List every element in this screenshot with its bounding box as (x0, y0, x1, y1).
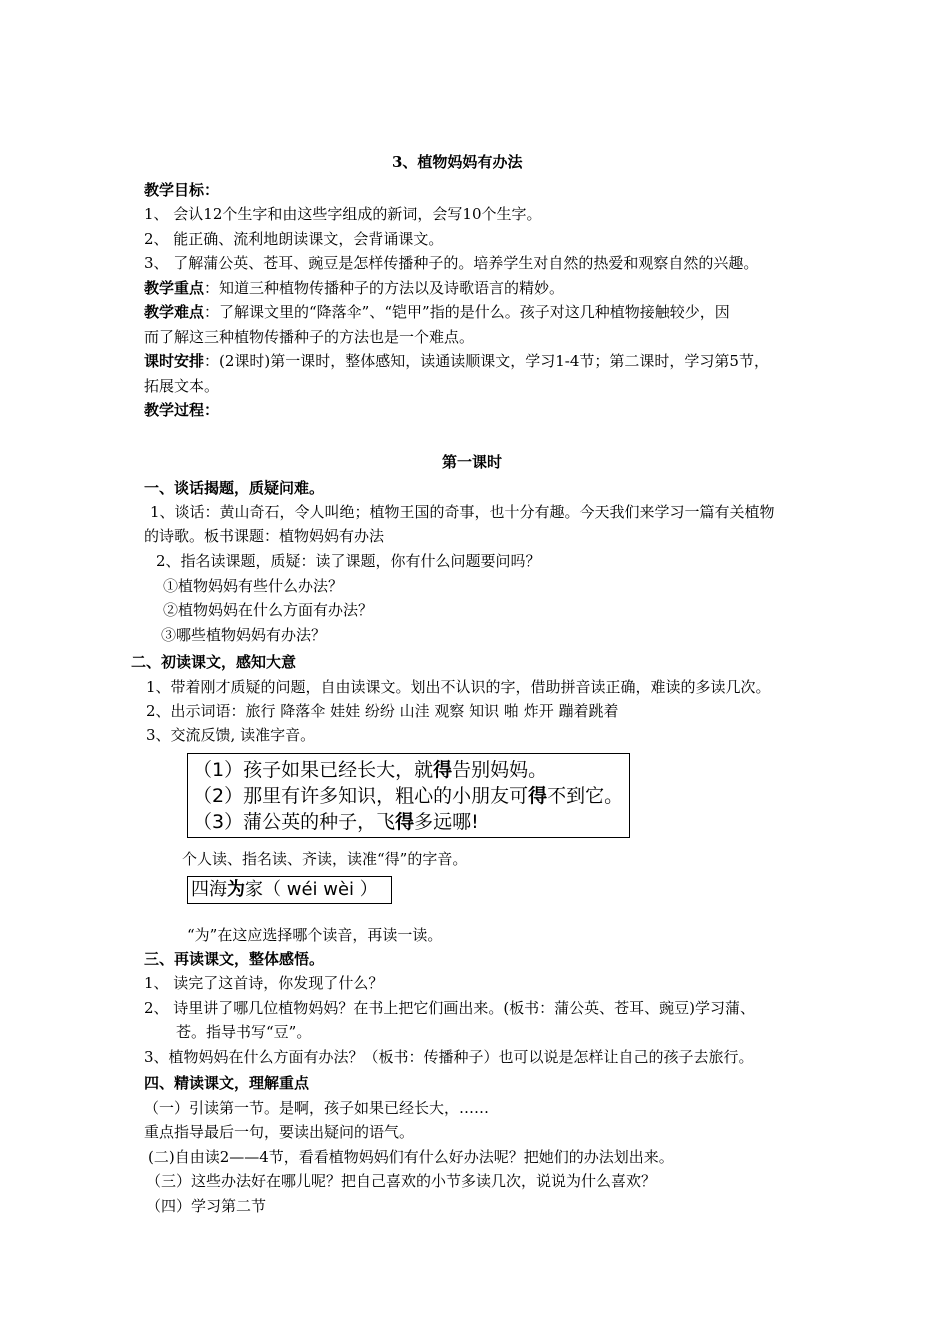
goal-1: 1、 会认12个生字和由这些字组成的新词，会写10个生字。 (144, 205, 542, 223)
question-1: ①植物妈妈有些什么办法？ (163, 577, 344, 595)
section-4-line-2: 重点指导最后一句，要读出疑问的语气。 (144, 1123, 415, 1141)
section-4-line-5: （四）学习第二节 (146, 1197, 267, 1215)
section-1-heading: 一、谈话揭题，质疑问难。 (144, 479, 325, 497)
schedule-line-2: 拓展文本。 (144, 377, 220, 395)
section-2-heading: 二、初读课文，感知大意 (131, 653, 297, 671)
goal-3: 3、 了解蒲公英、苍耳、豌豆是怎样传播种子的。培养学生对自然的热爱和观察自然的兴趣。 (144, 254, 759, 272)
section-3-line-3: 苍。指导书写“豆”。 (176, 1023, 312, 1041)
schedule-label: 课时安排 (144, 352, 205, 370)
difficulty-line (144, 302, 730, 322)
section-4-line-1: （一）引读第一节。是啊，孩子如果已经长大，…… (144, 1099, 490, 1117)
section-1-line-3: 2、指名读课题，质疑：读了课题，你有什么问题要问吗？ (156, 552, 541, 570)
section-3-line-4: 3、植物妈妈在什么方面有办法？（板书：传播种子）也可以说是怎样让自己的孩子去旅行。 (144, 1048, 754, 1066)
polyphone-box-wei (187, 876, 392, 904)
section-4-heading: 四、精读课文，理解重点 (144, 1074, 310, 1092)
focus-text: ：知道三种植物传播种子的方法以及诗歌语言的精妙。 (204, 279, 565, 297)
question-3: ③哪些植物妈妈有办法？ (161, 626, 327, 644)
goal-2: 2、 能正确、流利地朗读课文，会背诵课文。 (144, 230, 444, 248)
difficulty-text: ：了解课文里的“降落伞”、“铠甲”指的是什么。孩子对这几种植物接触较少，因 (204, 303, 730, 321)
polyphone-box-de (187, 753, 630, 838)
question-2: ②植物妈妈在什么方面有办法？ (163, 601, 374, 619)
lesson-1-title: 第一课时 (442, 453, 503, 471)
box-sentence-2: （2）那里有许多知识，粗心的小朋友可得不到它。 (193, 785, 624, 807)
box-sentence-1: （1）孩子如果已经长大，就得告别妈妈。 (193, 759, 548, 781)
goals-heading: 教学目标： (144, 181, 220, 199)
focus-line (144, 278, 564, 298)
difficulty-line-2: 而了解这三种植物传播种子的方法也是一个难点。 (144, 328, 475, 346)
section-3-line-2: 2、 诗里讲了哪几位植物妈妈？在书上把它们画出来。(板书：蒲公英、苍耳、豌豆)学习蒲、 (144, 999, 756, 1017)
section-3-heading: 三、再读课文，整体感悟。 (144, 950, 325, 968)
box-wei-text: 四海为家（ wéi wèi ） (191, 879, 378, 900)
after-box-1: 个人读、指名读、齐读，读准“得”的字音。 (182, 850, 468, 868)
after-box-2: “为”在这应选择哪个读音，再读一读。 (187, 926, 443, 944)
focus-label: 教学重点 (144, 279, 205, 297)
section-1-line-2: 的诗歌。板书课题：植物妈妈有办法 (144, 527, 385, 545)
section-2-line-2: 2、出示词语：旅行 降落伞 娃娃 纷纷 山洼 观察 知识 啪 炸开 蹦着跳着 (146, 702, 619, 720)
lesson-title: 3、植物妈妈有办法 (392, 153, 523, 171)
section-4-line-4: （三）这些办法好在哪儿呢？把自己喜欢的小节多读几次，说说为什么喜欢？ (146, 1172, 657, 1190)
section-2-line-3: 3、交流反馈, 读准字音。 (146, 726, 316, 744)
schedule-line (144, 351, 769, 371)
process-heading: 教学过程： (144, 401, 220, 419)
section-3-line-1: 1、 读完了这首诗，你发现了什么？ (144, 974, 384, 992)
section-4-line-3: (二)自由读2——4节，看看植物妈妈们有什么好办法呢？把她们的办法划出来。 (148, 1148, 674, 1166)
schedule-text: ：(2课时)第一课时，整体感知，读通读顺课文，学习1-4节；第二课时，学习第5节， (204, 352, 769, 370)
section-1-line-1: 1、谈话：黄山奇石，令人叫绝；植物王国的奇事，也十分有趣。今天我们来学习一篇有关植物 (150, 503, 775, 521)
box-sentence-3: （3）蒲公英的种子，飞得多远哪! (193, 811, 479, 833)
difficulty-label: 教学难点 (144, 303, 205, 321)
section-2-line-1: 1、带着刚才质疑的问题，自由读课文。划出不认识的字，借助拼音读正确，难读的多读几次。 (146, 678, 771, 696)
